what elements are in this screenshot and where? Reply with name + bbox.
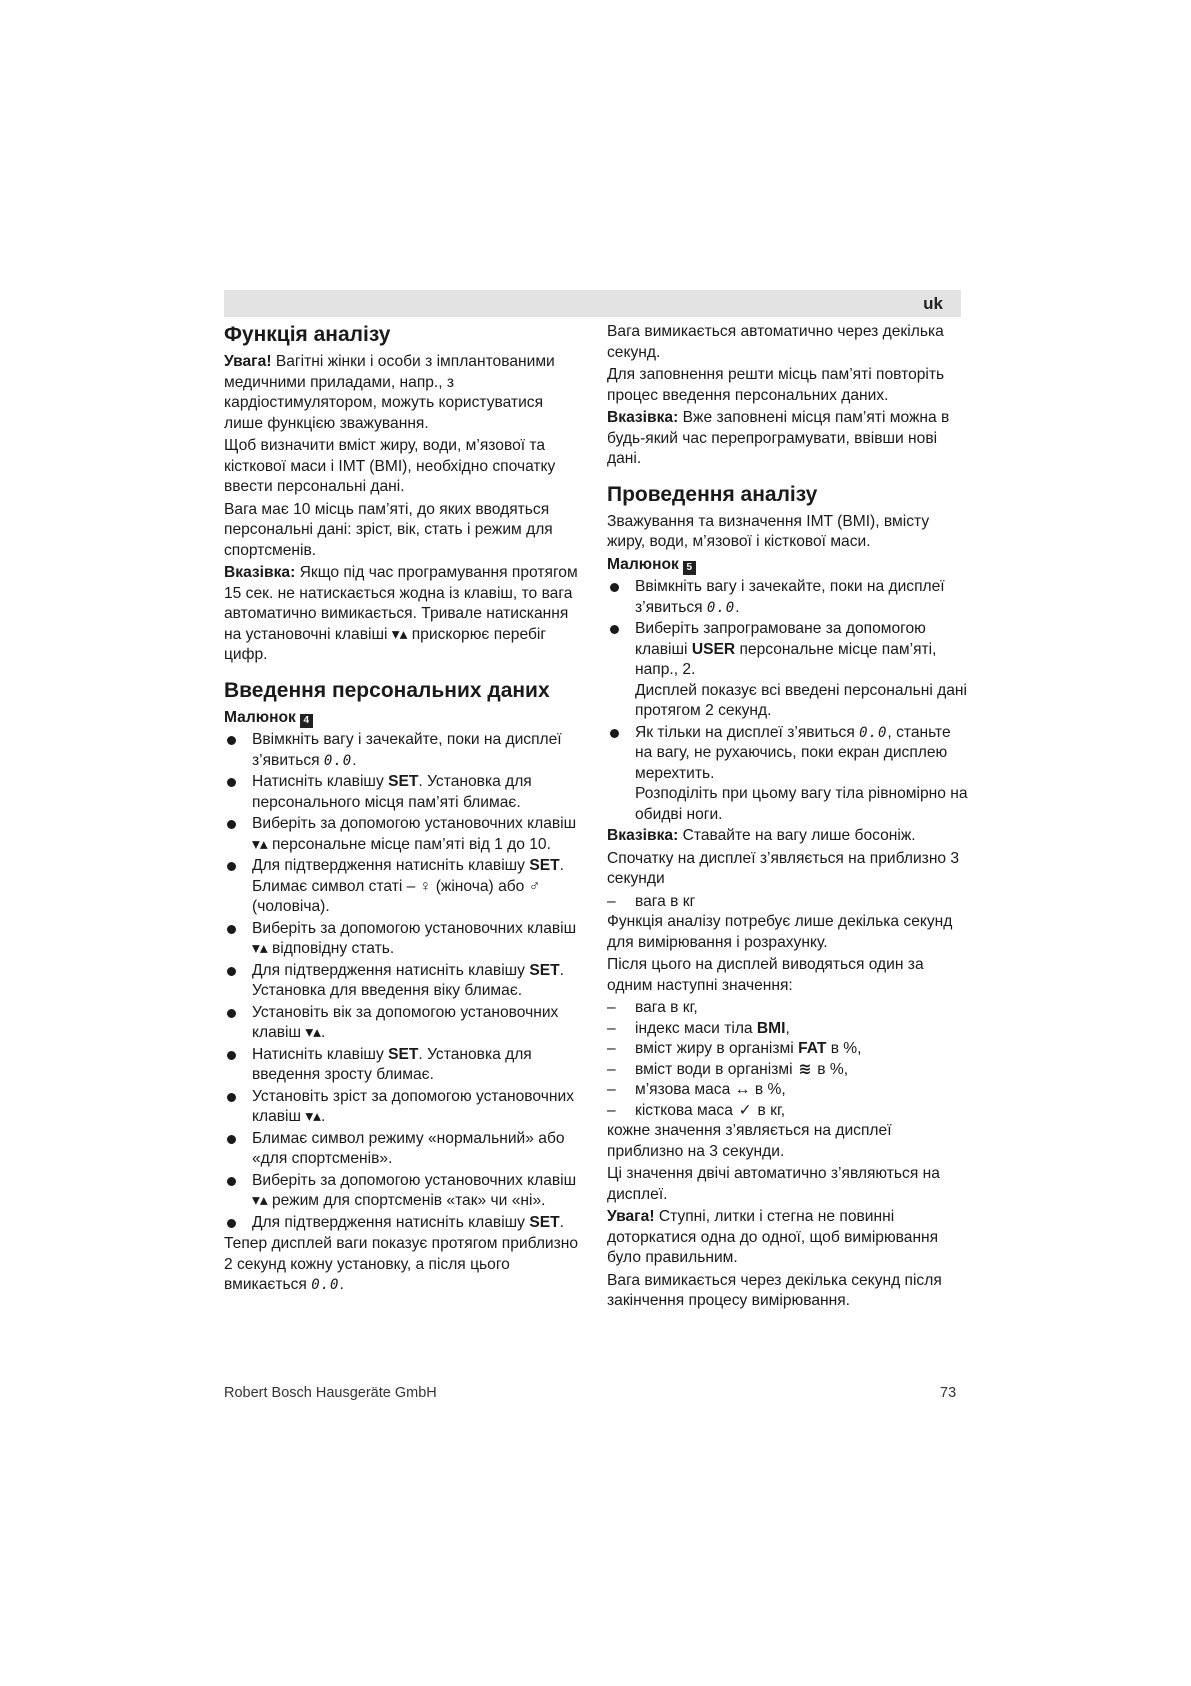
list-item (224, 1213, 586, 1234)
key-name: USER (691, 640, 736, 658)
value-text: вміст жиру в організмі (635, 1040, 799, 1057)
list-item: – вага в кг (607, 892, 969, 913)
value-text-end: в %, (812, 1060, 849, 1078)
step-text-end: . Установка для введення віку блимає. (252, 961, 564, 999)
paragraph: Для заповнення решти місць пам’яті повторіть процес введення персональних даних. (607, 366, 945, 404)
list-item (607, 1019, 969, 1040)
paragraph: кожне значення з’являється на дисплеї приблизно на 3 секунди. (607, 1122, 892, 1160)
warning-text: Вагітні жінки і особи з імплантованими медичними приладами, напр., з кардіостимулятором, можуть користуватися лише функцією зважування. (224, 353, 555, 432)
bone-icon: ✓ (738, 1101, 752, 1119)
note-label: Вказівка: (607, 409, 679, 426)
paragraph: Зважування та визначення IMT (BMI), вмісту жиру, води, м’язової і кісткової маси. (607, 512, 930, 550)
note-paragraph (224, 563, 586, 666)
key-name: SET (529, 961, 560, 979)
value-text-end: в кг, (753, 1101, 786, 1119)
display-readout: 0.0 (323, 752, 353, 769)
key-name: SET (388, 1045, 419, 1063)
value-text: м’язова маса (635, 1081, 735, 1098)
page-number: 73 (940, 1385, 957, 1401)
list-item: Установіть зріст за допомогою установочних клавіш ▾▴. (224, 1087, 586, 1128)
figure-number-badge: 5 (683, 561, 696, 575)
list-item: – вага в кг, (607, 998, 969, 1019)
list-item: Блимає символ режиму «нормальний» або «для спортсменів». (224, 1129, 586, 1170)
steps-list (224, 730, 586, 1233)
language-code: uk (923, 294, 943, 313)
note-paragraph (607, 408, 969, 470)
step-text-end: , станьте на вагу, не рухаючись, поки екран дисплею мерехтить. (635, 723, 951, 782)
value-text-end: , (785, 1019, 790, 1037)
paragraph: Ці значення двічі автоматично з’являються на дисплеї. (607, 1165, 940, 1203)
step-text: Для підтвердження натисніть клавішу (252, 961, 530, 979)
list-item (607, 1080, 969, 1101)
list-item: Виберіть за допомогою установочних клавіш ▾▴ режим для спортсменів «так» чи «ні». (224, 1171, 586, 1212)
paragraph: Вага вимикається через декілька секунд після закінчення процесу вимірювання. (607, 1271, 942, 1309)
list-item (224, 961, 586, 1002)
display-readout: 0.0 (859, 724, 888, 741)
value-text: індекс маси тіла (635, 1019, 757, 1037)
step-text: Натисніть клавішу (252, 1045, 389, 1063)
section-title-analysis-function: Функція аналізу (224, 323, 391, 346)
list-item (224, 1045, 586, 1086)
list-item (607, 1039, 969, 1060)
value-text-end: в %, (826, 1040, 862, 1057)
steps-list (607, 577, 969, 825)
step-text: Ввімкніть вагу і зачекайте, поки на дисплеї з’явиться (635, 578, 945, 616)
paragraph: Вага вимикається автоматично через декілька секунд. (607, 323, 944, 361)
footer-company: Robert Bosch Hausgeräte GmbH (224, 1385, 437, 1401)
list-item (607, 619, 969, 722)
warning-label: Увага! (607, 1208, 655, 1225)
left-column (224, 322, 586, 1298)
value-text-end: в %, (750, 1081, 786, 1098)
list-item (607, 577, 969, 618)
section-title-personal-data: Введення персональних даних (224, 678, 550, 702)
step-extra-text: Дисплей показує всі введені персональні дані протягом 2 секунд. (635, 681, 967, 719)
step-text: Як тільки на дисплеї з’явиться (635, 723, 860, 741)
step-extra-text: Розподіліть при цьому вагу тіла рівномірно на обидві ноги. (635, 785, 968, 823)
key-name: SET (529, 1213, 560, 1231)
key-name: SET (388, 773, 419, 790)
dash-list (607, 892, 969, 913)
value-text: вміст води в організмі (635, 1060, 797, 1078)
warning-text: Ступні, литки і стегна не повинні доторкатися одна до одної, щоб вимірювання було правильним. (607, 1208, 939, 1266)
paragraph: Вага має 10 місць пам’яті, до яких вводяться персональні дані: зріст, вік, стать і режим для спортсменів. (224, 500, 553, 559)
section-title-perform-analysis: Проведення аналізу (607, 482, 818, 506)
list-item (607, 1060, 969, 1081)
closing-text-end: . (339, 1276, 344, 1293)
step-text: Для підтвердження натисніть клавішу (252, 1213, 530, 1231)
step-extra-text: Блимає символ статі – ♀ (жіноча) або ♂ (чоловіча). (252, 877, 541, 915)
key-name: FAT (798, 1040, 827, 1057)
muscle-icon: ↔ (734, 1081, 751, 1098)
right-column (607, 322, 969, 1314)
figure-label: Малюнок (607, 555, 679, 573)
step-text: Виберіть запрограмоване за допомогою клавіші (635, 620, 926, 658)
paragraph: Функція аналізу потребує лише декілька секунд для вимірювання і розрахунку. (607, 913, 953, 951)
step-text-end: . (559, 1213, 564, 1231)
list-item: Установіть вік за допомогою установочних клавіш ▾▴. (224, 1003, 586, 1044)
step-text: Натисніть клавішу (252, 773, 389, 790)
water-icon: ≋ (798, 1060, 812, 1078)
list-item (607, 1101, 969, 1122)
step-text: Для підтвердження натисніть клавішу (252, 857, 530, 874)
paragraph: Щоб визначити вміст жиру, води, м’язової та кісткової маси і IMT (BMI), необхідно спочатку ввести персональні дані. (224, 437, 556, 495)
note-text: Якщо під час програмування протягом 15 сек. не натискається жодна із клавіш, то вага автоматично вимикається. Тривале натискання на установочні клавіші ▾▴ прискорює перебіг цифр. (224, 564, 578, 663)
warning-label: Увага! (224, 353, 272, 370)
warning-paragraph (224, 352, 586, 434)
step-text-end: . Установка для персонального місця пам’яті блимає. (252, 773, 532, 811)
figure-reference (224, 708, 586, 729)
key-name: SET (529, 857, 560, 874)
step-text: Ввімкніть вагу і зачекайте, поки на дисплеї з’явиться (252, 731, 562, 769)
display-readout: 0.0 (706, 599, 736, 616)
figure-number-badge: 4 (300, 714, 313, 728)
note-text: Вже заповнені місця пам’яті можна в будь-який час перепрограмувати, ввівши нові дані. (607, 409, 950, 467)
list-item (607, 723, 969, 826)
step-text-end: . Установка для введення зросту блимає. (252, 1045, 532, 1083)
language-header-bar (224, 290, 961, 317)
list-item: Виберіть за допомогою установочних клавіш ▾▴ відповідну стать. (224, 919, 586, 960)
list-item (224, 772, 586, 813)
list-item (224, 856, 586, 918)
figure-label: Малюнок (224, 708, 296, 726)
note-label: Вказівка: (607, 827, 679, 844)
closing-paragraph (224, 1234, 586, 1296)
note-text: Ставайте на вагу лише босоніж. (678, 827, 916, 844)
key-name: BMI (756, 1019, 786, 1037)
note-label: Вказівка: (224, 564, 296, 581)
list-item: Виберіть за допомогою установочних клавіш ▾▴ персональне місце пам’яті від 1 до 10. (224, 814, 586, 855)
step-text-end: персональне місце пам’яті, напр., 2. (635, 640, 937, 678)
step-text-end: . (352, 751, 357, 769)
warning-paragraph (607, 1207, 969, 1269)
note-paragraph (607, 826, 969, 847)
paragraph: Спочатку на дисплеї з’являється на приблизно 3 секунди (607, 849, 960, 887)
value-text: кісткова маса (635, 1101, 738, 1119)
list-item (224, 730, 586, 771)
paragraph: Після цього на дисплей виводяться один за одним наступні значення: (607, 956, 924, 994)
values-list (607, 998, 969, 1121)
closing-text: Тепер дисплей ваги показує протягом приблизно 2 секунд кожну установку, а після цього вмикається (224, 1235, 579, 1293)
display-readout: 0.0 (311, 1277, 340, 1293)
step-text-end: . (735, 598, 740, 616)
step-text-end: . (559, 857, 564, 874)
figure-reference (607, 555, 969, 576)
